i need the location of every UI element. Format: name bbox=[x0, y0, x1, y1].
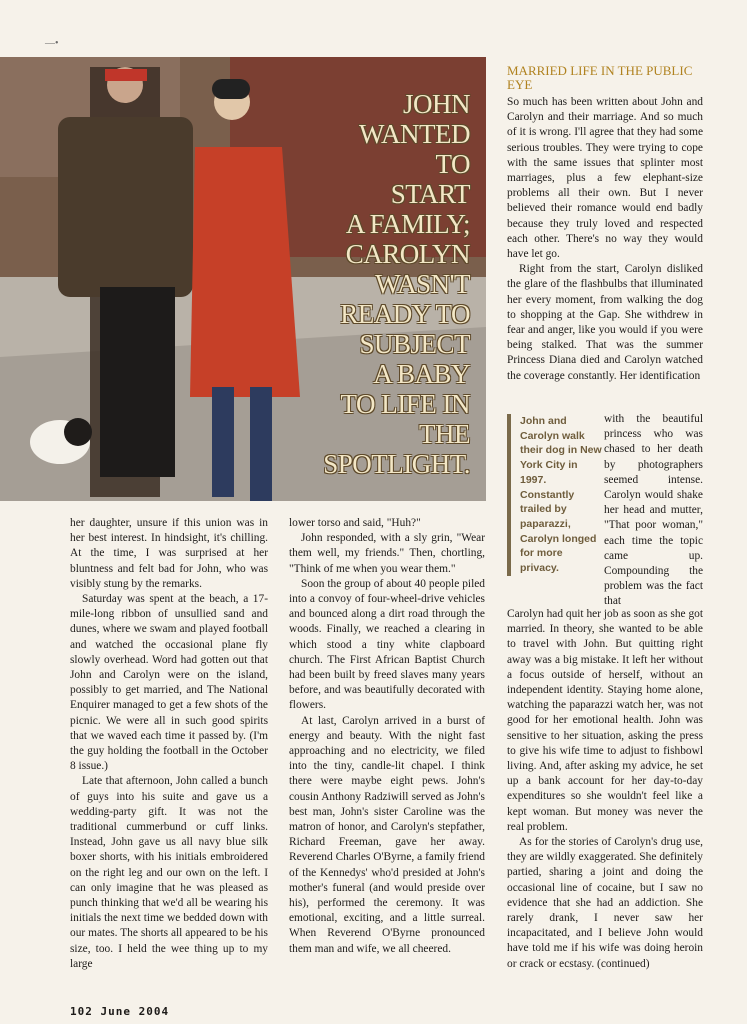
photo-caption: John and Carolyn walk their dog in New York City in 1997. Constantly trailed by paparazzi, Carolyn longed for more privacy. bbox=[507, 414, 602, 576]
section-heading: MARRIED LIFE IN THE PUBLIC EYE bbox=[507, 63, 693, 92]
column-2 bbox=[289, 516, 485, 957]
paragraph: her daughter, unsure if this union was in her best interest. In hindsight, it's chilling. At the time, I was surprised at her bluntness and felt bad for John, who was visibly stung by the remarks. bbox=[70, 517, 268, 590]
column-3-wrap: with the beautiful princess who was chased to her death by photographers seemed intense. Carolyn would shake her head and mutter, "That poor woman," each time the topic came up. Compounding the problem was the fact that bbox=[604, 413, 703, 608]
paragraph: Saturday was spent at the beach, a 17-mile-long ribbon of unsullied sand and dunes, where we swam and played football and watched the occasional plane fly slowly overhead. Word had gotten out that John and Carolyn were on the island, possibly to get married, and The National Enquirer managed to get a few shots of the picnic. We were all in such good spirits that we waved each time it passed by. (I'm the guy holding the football in the October 8 issue.) bbox=[70, 593, 268, 773]
paragraph: Right from the start, Carolyn disliked the glare of the flashbulbs that illuminated her every moment, from walking the dog to shopping at the Gap. She withdrew in fear and anger, like you would if you were being stalked. That was the summer Princess Diana died and Carolyn watched the coverage constantly. Her identification bbox=[507, 263, 703, 382]
cover-photo bbox=[0, 57, 486, 501]
paragraph: Soon the group of about 40 people piled into a convoy of four-wheel-drive vehicles and bounced along a dirt road through the woods. Finally, we reached a clearing in which stood a tiny white clapboard church. The First African Baptist Church had been built by freed slaves many years before, and was beautifully decorated with flowers. bbox=[289, 577, 485, 712]
paragraph: Carolyn had quit her job as soon as she got married. In theory, she wanted to be able to travel with John. But quitting right away was a big mistake. It left her without a focus outside of herself, without an independent identity. Staying home alone, watching the paparazzi watch her, was not good for her emotional health. John was sensitive to her situation, asking the press to give his wife time to adjust to fishbowl living. And, after asking my advice, he set up a bank account for her day-to-day expenditures so she wouldn't feel like a kept woman. But money was never the real problem. bbox=[507, 608, 703, 833]
paragraph: lower torso and said, "Huh?" bbox=[289, 517, 421, 529]
paragraph: As for the stories of Carolyn's drug use, they are wildly exaggerated. She definitely partied, sharing a joint and doing the occasional line of cocaine, but I saw no evidence that she had an addiction. She rarely drank, I never saw her incapacitated, and I believe John would have told me if his wife was doing heroin or crack or ecstasy. (continued) bbox=[507, 836, 703, 970]
column-3-bottom bbox=[507, 607, 703, 972]
paragraph: So much has been written about John and Carolyn and their marriage. And so much of it is wrong. I'll agree that they had some serious troubles. They were trying to cope with the same issues that splinter most marriages, plus a few elephant-size problems all their own. But I never believed their romance would end badly because they truly loved and respected each other. There's no way they would have let go. bbox=[507, 96, 703, 261]
page-folio: 102 June 2004 bbox=[70, 1005, 170, 1018]
paragraph: Late that afternoon, John called a bunch of guys into his suite and gave us a wedding-party gift. It was not the traditional cummerbund or cuff links. Instead, John gave us all navy blue silk boxer shorts, with his initials embroidered on the right leg and our own on the left. I can only imagine that he was pleased as punch thinking that we'd all be wearing his initials the next time we bedded down with our mates. The shorts all appeared to be his size, too. I held the wee thing up to my large bbox=[70, 775, 268, 970]
corner-mark: —• bbox=[45, 38, 59, 49]
column-3-top bbox=[507, 95, 703, 384]
paragraph: John responded, with a sly grin, "Wear them well, my friends." Then, chortling, "Think of me when you wear them." bbox=[289, 532, 485, 575]
photo-headline: JOHN WANTED TO START A FAMILY; CAROLYN WASN'T READY TO SUBJECT A BABY TO LIFE IN THE SPOTLIGHT. bbox=[323, 89, 470, 479]
column-1 bbox=[70, 516, 268, 972]
paragraph: At last, Carolyn arrived in a burst of energy and beauty. With the night fast approaching and no electricity, we filed into the tiny, candle-lit chapel. I think there were maybe eight pews. John's cousin Anthony Radziwill served as John's best man, John's sister Caroline was the matron of honor, and Carolyn's stepfather, Richard Freeman, gave her away. Reverend Charles O'Byrne, a family friend of the Kennedys' who'd presided at John's mother's funeral (and would preside over his), performed the ceremony. It was emotional, exciting, and a little surreal. When Reverend O'Byrne pronounced them man and wife, we all cheered. bbox=[289, 714, 485, 955]
